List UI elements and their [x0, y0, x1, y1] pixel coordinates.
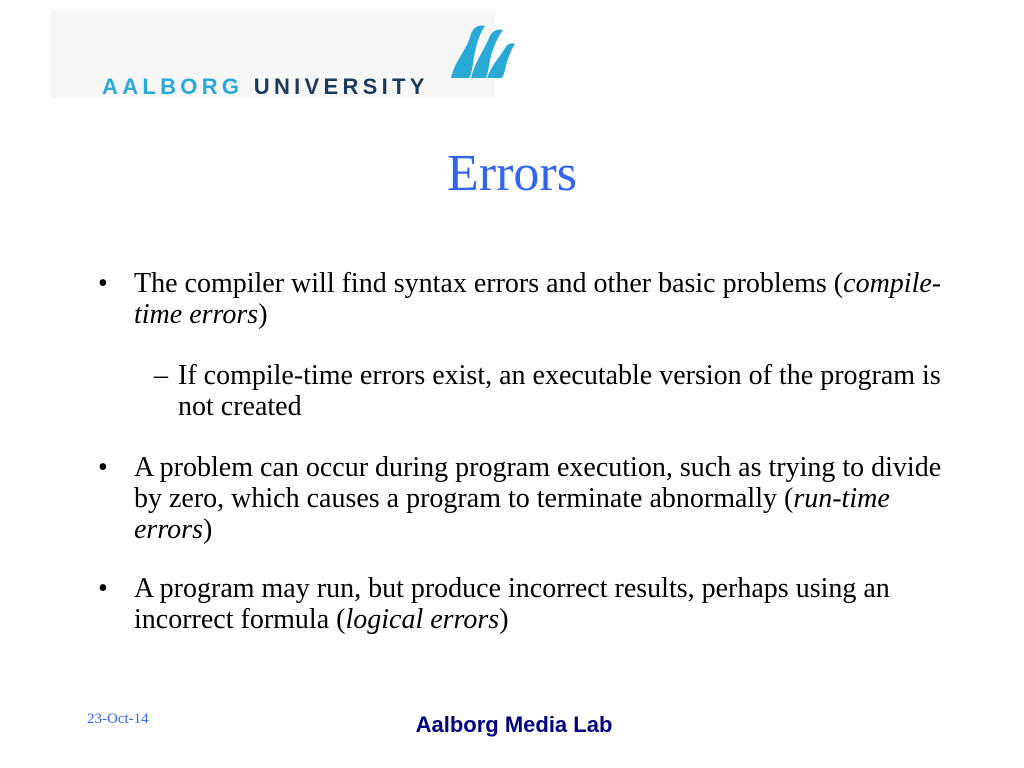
sub-bullet-item [96, 360, 956, 422]
bullet-emphasis: logical errors [345, 604, 500, 635]
bullet-marker: • [98, 268, 108, 299]
bullet-item [96, 452, 956, 545]
sub-bullet-marker: – [154, 360, 168, 391]
university-logo [50, 10, 495, 98]
footer-lab-name: Aalborg Media Lab [415, 712, 613, 737]
slide-title: Errors [447, 145, 577, 202]
bullet-text-end: ) [258, 299, 268, 330]
bullet-text-end: ) [202, 514, 213, 545]
bullet-item [96, 573, 956, 635]
bullet-marker: • [98, 452, 108, 483]
bullet-text: The compiler will find syntax errors and other basic problems ( [134, 268, 844, 299]
bullet-emphasis: run-time errors [134, 483, 890, 545]
bullet-text-end: ) [499, 604, 509, 635]
bullet-text: A program may run, but produce incorrect results, perhaps using an incorrect formula ( [134, 573, 890, 635]
bullet-item [96, 268, 956, 330]
sub-bullet-text: If compile-time errors exist, an executable version of the program is not created [178, 360, 941, 422]
logo-word-university: UNIVERSITY [253, 74, 429, 99]
bullet-marker: • [98, 573, 108, 604]
bullet-emphasis: compile-time errors [134, 268, 942, 330]
bullet-text: A problem can occur during program execution, such as trying to divide by zero, which causes a program to terminate abnormally ( [134, 452, 942, 514]
wave-icon [445, 20, 515, 80]
slide-body [96, 268, 956, 665]
logo-wordmark [102, 76, 429, 98]
footer-date: 23-Oct-14 [87, 711, 149, 727]
logo-word-aalborg: AALBORG [102, 74, 244, 99]
